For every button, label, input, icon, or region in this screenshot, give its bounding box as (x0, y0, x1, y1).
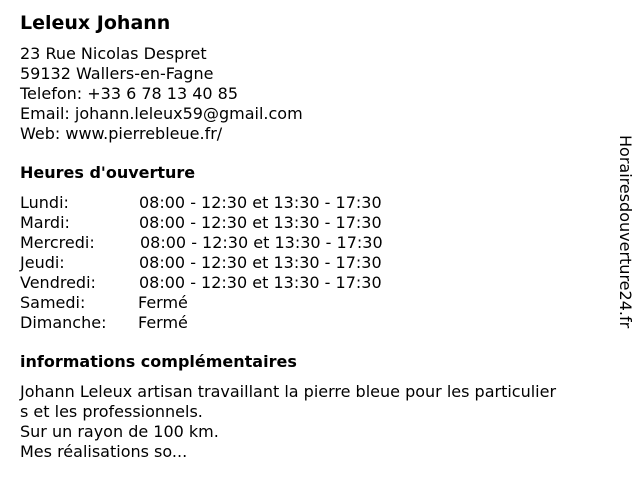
hours-row-jeudi (20, 253, 610, 273)
hours-value: 08:00 - 12:30 et 13:30 - 17:30 (139, 213, 382, 232)
hours-value: Fermé (138, 313, 188, 332)
description-line: Sur un rayon de 100 km. (20, 422, 219, 441)
hours-day-label: Vendredi: (20, 273, 96, 292)
hours-row-dimanche (20, 313, 610, 333)
description-line: Mes réalisations so... (20, 442, 188, 461)
business-card (20, 10, 610, 462)
description-line: Johann Leleux artisan travaillant la pierre bleue pour les particulier (20, 382, 557, 401)
opening-hours-heading: Heures d'ouverture (20, 163, 196, 182)
additional-info-heading: informations complémentaires (20, 352, 297, 371)
hours-value: Fermé (138, 293, 188, 312)
hours-day-label: Dimanche: (20, 313, 107, 332)
hours-value: 08:00 - 12:30 et 13:30 - 17:30 (139, 193, 382, 212)
description-line: s et les professionnels. (20, 402, 203, 421)
hours-row-mercredi (20, 233, 610, 253)
hours-day-label: Lundi: (20, 193, 69, 212)
web-line: Web: www.pierrebleue.fr/ (20, 124, 223, 143)
hours-day-label: Mercredi: (20, 233, 95, 252)
hours-value: 08:00 - 12:30 et 13:30 - 17:30 (139, 253, 382, 272)
hours-row-mardi (20, 213, 610, 233)
business-name: Leleux Johann (20, 12, 171, 34)
hours-day-label: Mardi: (20, 213, 70, 232)
phone-line: Telefon: +33 6 78 13 40 85 (20, 84, 239, 103)
hours-row-samedi (20, 293, 610, 313)
hours-day-label: Jeudi: (20, 253, 65, 272)
hours-value: 08:00 - 12:30 et 13:30 - 17:30 (140, 233, 383, 252)
email-line: Email: johann.leleux59@gmail.com (20, 104, 303, 123)
address-line-1: 23 Rue Nicolas Despret (20, 44, 207, 63)
hours-row-vendredi (20, 273, 610, 293)
business-description (20, 382, 610, 462)
site-watermark: Horairesdouverture24.fr (616, 135, 635, 329)
hours-value: 08:00 - 12:30 et 13:30 - 17:30 (139, 273, 382, 292)
address-line-2: 59132 Wallers-en-Fagne (20, 64, 214, 83)
hours-row-lundi (20, 193, 610, 213)
hours-day-label: Samedi: (20, 293, 86, 312)
